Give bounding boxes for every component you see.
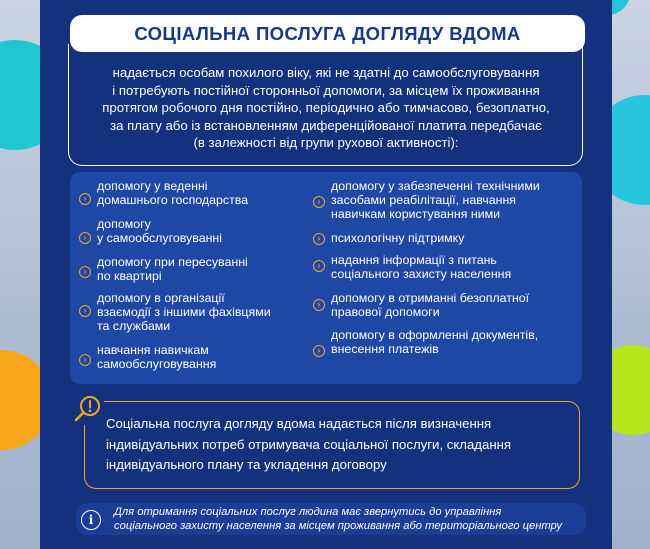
service-item: допомогу у забезпеченні технічними засобами реабілітації, навчання навичкам користування ними [331, 179, 540, 221]
chevron-circle-icon: › [79, 354, 91, 366]
chevron-circle-icon: › [313, 345, 325, 357]
service-item: психологічну підтримку [331, 231, 465, 245]
magnifier-exclamation-icon [72, 393, 104, 425]
chevron-circle-icon: › [313, 233, 325, 245]
chevron-circle-icon: › [79, 266, 91, 278]
note-text: Соціальна послуга догляду вдома надається після визначення індивідуальних потреб отримувача соціальної послуги, складання індивідуального плану та укладення договору [106, 416, 512, 472]
title-banner [70, 15, 585, 52]
chevron-circle-icon: › [313, 196, 325, 208]
chevron-circle-icon: › [313, 299, 325, 311]
chevron-circle-icon: › [79, 305, 91, 317]
intro-line: (в залежності від групи рухової активності): [193, 135, 459, 151]
intro-line: за плату або із встановленням диференційованої платита передбачає [110, 117, 542, 133]
service-item: допомогу в організації взаємодії з іншими фахівцями та службами [97, 291, 271, 333]
service-item: допомогу в отриманні безоплатної правової допомоги [331, 291, 530, 319]
chevron-circle-icon: › [79, 232, 91, 244]
intro-line: надається особам похилого віку, які не здатні до самообслуговування [112, 65, 540, 80]
service-item: допомогу у самообслуговуванні [97, 217, 223, 245]
chevron-circle-icon: › [79, 193, 91, 205]
service-item: навчання навичкам самообслуговування [97, 343, 217, 371]
intro-line: протягом робочого дня постійно, періодично або тимчасово, безоплатно, [102, 100, 550, 116]
intro-line: і потребують постійної сторонньої допомоги, за місцем їх проживання [112, 82, 540, 98]
info-text: Для отримання соціальних послуг людина має звернутись до управління соціального захисту населення за місцем проживання або територіального центру [114, 506, 562, 532]
intro-text [72, 64, 580, 152]
service-item: надання інформації з питань соціального захисту населення [331, 253, 512, 281]
service-item: допомогу у веденні домашнього господарства [97, 179, 249, 207]
chevron-circle-icon: › [313, 260, 325, 272]
service-item: допомогу при пересуванні по квартирі [97, 255, 248, 283]
service-item: допомогу в оформленні документів, внесення платежів [331, 328, 539, 356]
page-title: СОЦІАЛЬНА ПОСЛУГА ДОГЛЯДУ ВДОМА [134, 22, 521, 44]
info-circle-icon: i [81, 510, 101, 530]
